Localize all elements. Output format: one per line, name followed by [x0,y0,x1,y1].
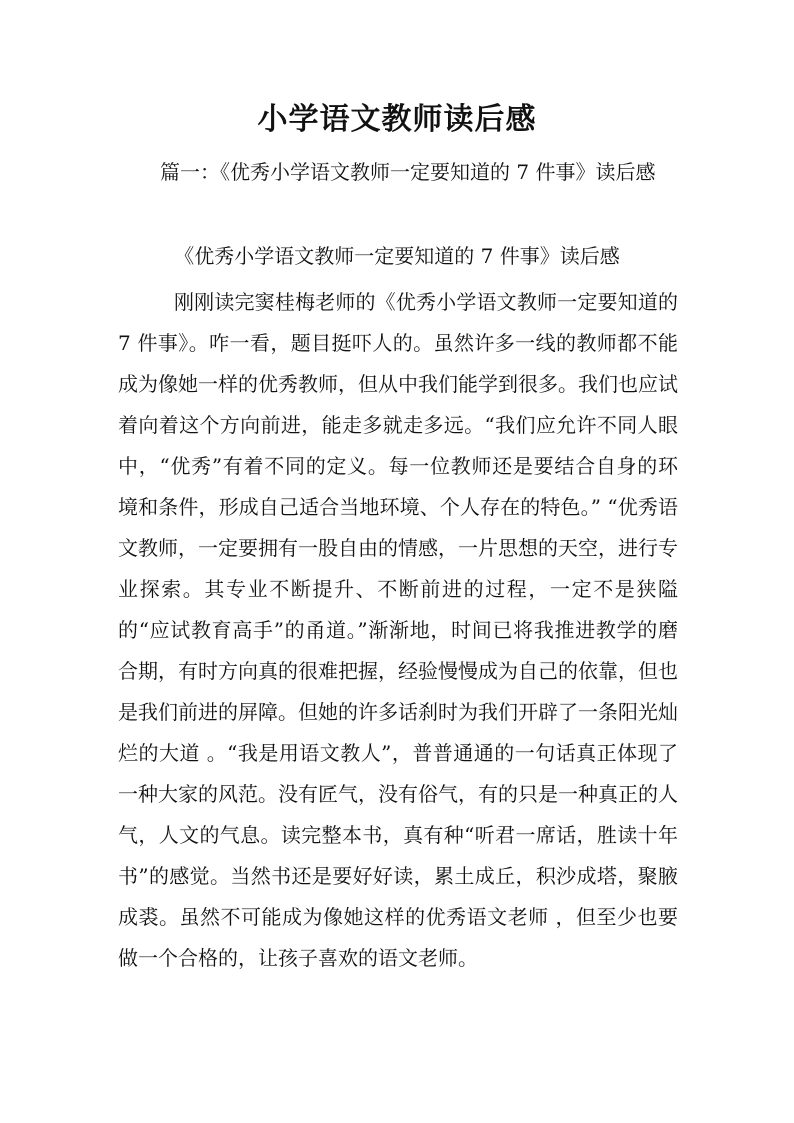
page-title: 小学语文教师读后感 [257,102,537,137]
section-heading: 篇一：《优秀小学语文教师一定要知道的 7 件事》读后感 [160,160,656,184]
book-title-line: 《优秀小学语文教师一定要知道的 7 件事》读后感 [174,244,620,268]
body-paragraph: 刚刚读完窦桂梅老师的《优秀小学语文教师一定要知道的 7 件事》。咋一看，题目挺吓人的。虽然许多一线的教师都不能成为像她一样的优秀教师，但从中我们能学到很多。我们也应试着向着这个方向前进，能走多就走多远。“我们应允许不同人眼中，“优秀”有着不同的定义。每一位教师还是要结合自身的环境和条件，形成自己适合当地环境、个人存在的特色。” “优秀语文教师，一定要拥有一股自由的情感，一片思想的天空，进行专业探索。其专业不断提升、不断前进的过程，一定不是狭隘的“应试教育高手”的甬道。”渐渐地，时间已将我推进教学的磨合期，有时方向真的很难把握，经验慢慢成为自己的依靠，但也是我们前进的屏障。但她的许多话刹时为我们开辟了一条阳光灿烂的大道 。“我是用语文教人”，普普通通的一句话真正体现了一种大家的风范。没有匠气，没有俗气，有的只是一种真正的人气，人文的气息。读完整本书，真有种“听君一席话，胜读十年书”的感觉。当然书还是要好好读，累土成丘，积沙成塔，聚腋成裘。虽然不可能成为像她这样的优秀语文老师 ，但至少也要做一个合格的，让孩子喜欢的语文老师。 [118,290,678,970]
